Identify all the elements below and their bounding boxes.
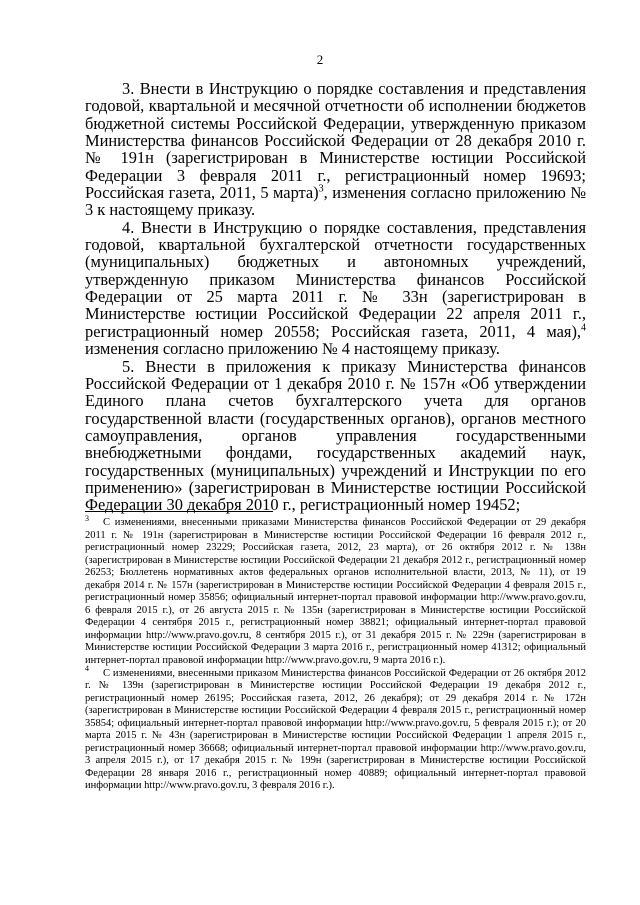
footnote-3 <box>85 513 586 668</box>
footnote-text: С изменениями, внесенными приказами Министерства финансов Российской Федерации от 29 декабря 2011 г. № 191н (зарегистрирован в Министерстве юстиции Российской Федерации 16 февраля 2012 г., регистрационный номер 23229; Российская газета, 2012, 23 марта), от 26 октября 2012 г. № 138н (зарегистрирован в Министерстве юстиции Российской Федерации 21 декабря 2012 г., регистрационный номер 26253; Бюллетень нормативных актов федеральных органов исполнительной власти, 2013, № 11), от 19 декабря 2014 г. № 157н (зарегистрирован в Министерстве юстиции Российской Федерации 4 февраля 2015 г., регистрационный номер 35856; официальный интернет-портал правовой информации http://www.pravo.gov.ru, 6 февраля 2015 г.), от 26 августа 2015 г. № 135н (зарегистрирован в Министерстве юстиции Российской Федерации 4 сентября 2015 г., регистрационный номер 38821; официальный интернет-портал правовой информации http://www.pravo.gov.ru, 8 сентября 2015 г.), от 31 декабря 2015 г. № 229н (зарегистрирован в Министерстве юстиции Российской Федерации 3 марта 2016 г., регистрационный номер 41312; официальный интернет-портал правовой информации http://www.pravo.gov.ru, 9 марта 2016 г.). <box>85 517 586 667</box>
footnote-text: С изменениями, внесенными приказом Министерства финансов Российской Федерации от 26 октября 2012 г. № 139н (зарегистрирован в Министерстве юстиции Российской Федерации 19 декабря 2012 г., регистрационный номер 26195; Российская газета, 2012, 26 декабря); от 29 декабря 2014 г. № 172н (зарегистрирован в Министерстве юстиции Российской Федерации 4 февраля 2015 г., регистрационный номер 35854; официальный интернет-портал правовой информации http://www.pravo.gov.ru, 5 февраля 2015 г.); от 20 марта 2015 г. № 43н (зарегистрирован в Министерстве юстиции Российской Федерации 1 апреля 2015 г., регистрационный номер 36668; официальный интернет-портал правовой информации http://www.pravo.gov.ru, 3 апреля 2015 г.), от 17 декабря 2015 г. № 199н (зарегистрирован в Министерстве юстиции Российской Федерации 28 января 2016 г., регистрационный номер 40889; официальный интернет-портал правовой информации http://www.pravo.gov.ru, 3 февраля 2016 г.). <box>85 667 586 792</box>
paragraph-text: 4. Внести в Инструкцию о порядке составления, представления годовой, квартальной бухгалтерской отчетности государственных (муниципальных) бюджетных и автономных учреждений, утвержденную приказом Министерства финансов Российской Федерации от 25 марта 2011 г. № 33н (зарегистрирован в Министерстве юстиции Российской Федерации 22 апреля 2011 г., регистрационный номер 20558; Российская газета, 2011, 4 мая), <box>85 217 586 341</box>
paragraph-4 <box>85 219 586 358</box>
footnote-mark: 4 <box>85 664 89 674</box>
body-text <box>85 80 586 514</box>
paragraph-text: 5. Внести в приложения к приказу Министерства финансов Российской Федерации от 1 декабря 2010 г. № 157н «Об утверждении Единого плана счетов бухгалтерского учета для органов государственной власти (государственных органов), органов местного самоуправления, органов управления государственными внебюджетными фондами, государственных академий наук, государственных (муниципальных) учреждений и Инструкции по его применению» (зарегистрирован в Министерстве юстиции Российской Федерации 30 декабря 2010 г., регистрационный номер 19452; <box>85 356 586 515</box>
page-number: 2 <box>316 52 324 67</box>
paragraph-text: 3. Внести в Инструкцию о порядке составления и представления годовой, квартальной и месячной отчетности об исполнении бюджетов бюджетной системы Российской Федерации, утвержденную приказом Министерства финансов Российской Федерации от 28 декабря 2010 г. № 191н (зарегистрирован в Министерстве юстиции Российской Федерации 3 февраля 2011 г., регистрационный номер 19693; Российская газета, 2011, 5 марта) <box>85 79 586 203</box>
paragraph-3 <box>85 80 586 219</box>
footnote-mark: 3 <box>85 513 89 523</box>
footnote-divider <box>85 511 273 512</box>
footnotes <box>85 513 586 793</box>
footnote-4 <box>85 664 586 793</box>
paragraph-5 <box>85 358 586 514</box>
paragraph-text: изменения согласно приложению № 4 настоящему приказу. <box>85 339 500 359</box>
footnote-ref: 4 <box>581 322 586 334</box>
paragraph-text: , изменения согласно приложению № 3 к настоящему приказу. <box>85 183 586 220</box>
footnote-ref: 3 <box>318 183 324 195</box>
